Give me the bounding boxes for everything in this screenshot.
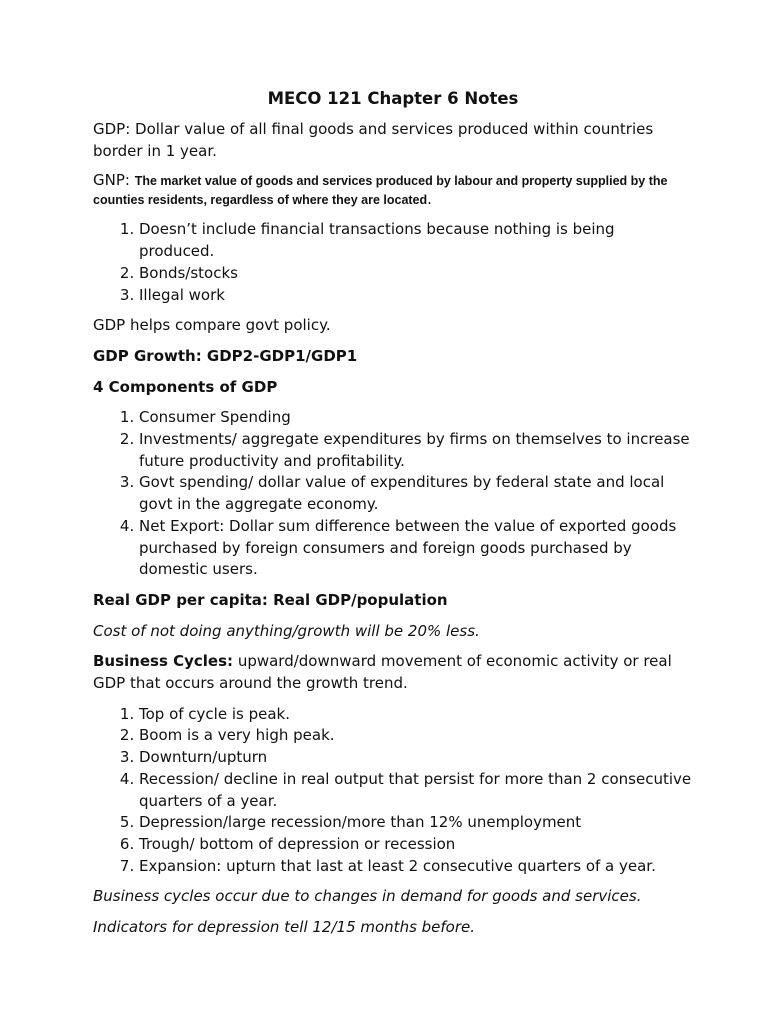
- cost-note: Cost of not doing anything/growth will be 20% less.: [93, 621, 480, 640]
- list-item: 4. Net Export: Dollar sum difference between the value of exported goods purchased by foreign consumers and foreign goods purchased by domestic users.: [139, 516, 693, 581]
- gnp-definition: [93, 171, 693, 209]
- gdp-exclusions-list: [93, 219, 693, 306]
- indicators-note: Indicators for depression tell 12/15 months before.: [93, 918, 476, 937]
- list-item: 7. Expansion: upturn that last at least 2 consecutive quarters of a year.: [139, 856, 693, 878]
- document-title: MECO 121 Chapter 6 Notes: [267, 89, 519, 108]
- business-cycle-list: [93, 704, 693, 878]
- gdp-components-list: [93, 407, 693, 581]
- list-item: 1. Doesn’t include financial transactions because nothing is being produced.: [139, 219, 693, 262]
- list-item: 3. Downturn/upturn: [139, 747, 693, 769]
- list-item: 2. Boom is a very high peak.: [139, 725, 693, 747]
- list-item: 3. Govt spending/ dollar value of expenditures by federal state and local govt in the aggregate economy.: [139, 472, 693, 515]
- list-item: 1. Top of cycle is peak.: [139, 704, 693, 726]
- gnp-definition-text: The market value of goods and services produced by labour and property supplied by the counties residents, regardless of where they are located: [93, 174, 668, 208]
- gnp-period: .: [427, 190, 432, 209]
- cycles-cause-note: Business cycles occur due to changes in demand for goods and services.: [93, 887, 642, 906]
- business-cycles-text: upward/downward movement of economic activity or real GDP that occurs around the growth trend.: [93, 652, 672, 693]
- gdp-definition: GDP: Dollar value of all final goods and services produced within countries border in 1 year.: [93, 120, 654, 160]
- list-item: 4. Recession/ decline in real output that persist for more than 2 consecutive quarters of a year.: [139, 769, 693, 812]
- list-item: 2. Bonds/stocks: [139, 263, 693, 285]
- real-gdp-per-capita: Real GDP per capita: Real GDP/population: [93, 590, 448, 609]
- business-cycles-definition: [93, 651, 693, 694]
- list-item: 6. Trough/ bottom of depression or recession: [139, 834, 693, 856]
- gdp-growth-formula: GDP Growth: GDP2-GDP1/GDP1: [93, 346, 358, 365]
- list-item: 2. Investments/ aggregate expenditures by firms on themselves to increase future productivity and profitability.: [139, 429, 693, 472]
- gdp-policy-note: GDP helps compare govt policy.: [93, 316, 331, 335]
- list-item: 3. Illegal work: [139, 285, 693, 307]
- business-cycles-label: Business Cycles:: [93, 652, 234, 671]
- components-heading: 4 Components of GDP: [93, 377, 278, 396]
- document-page: [93, 88, 693, 948]
- gnp-label: GNP:: [93, 171, 135, 190]
- list-item: 5. Depression/large recession/more than 12% unemployment: [139, 812, 693, 834]
- list-item: 1. Consumer Spending: [139, 407, 693, 429]
